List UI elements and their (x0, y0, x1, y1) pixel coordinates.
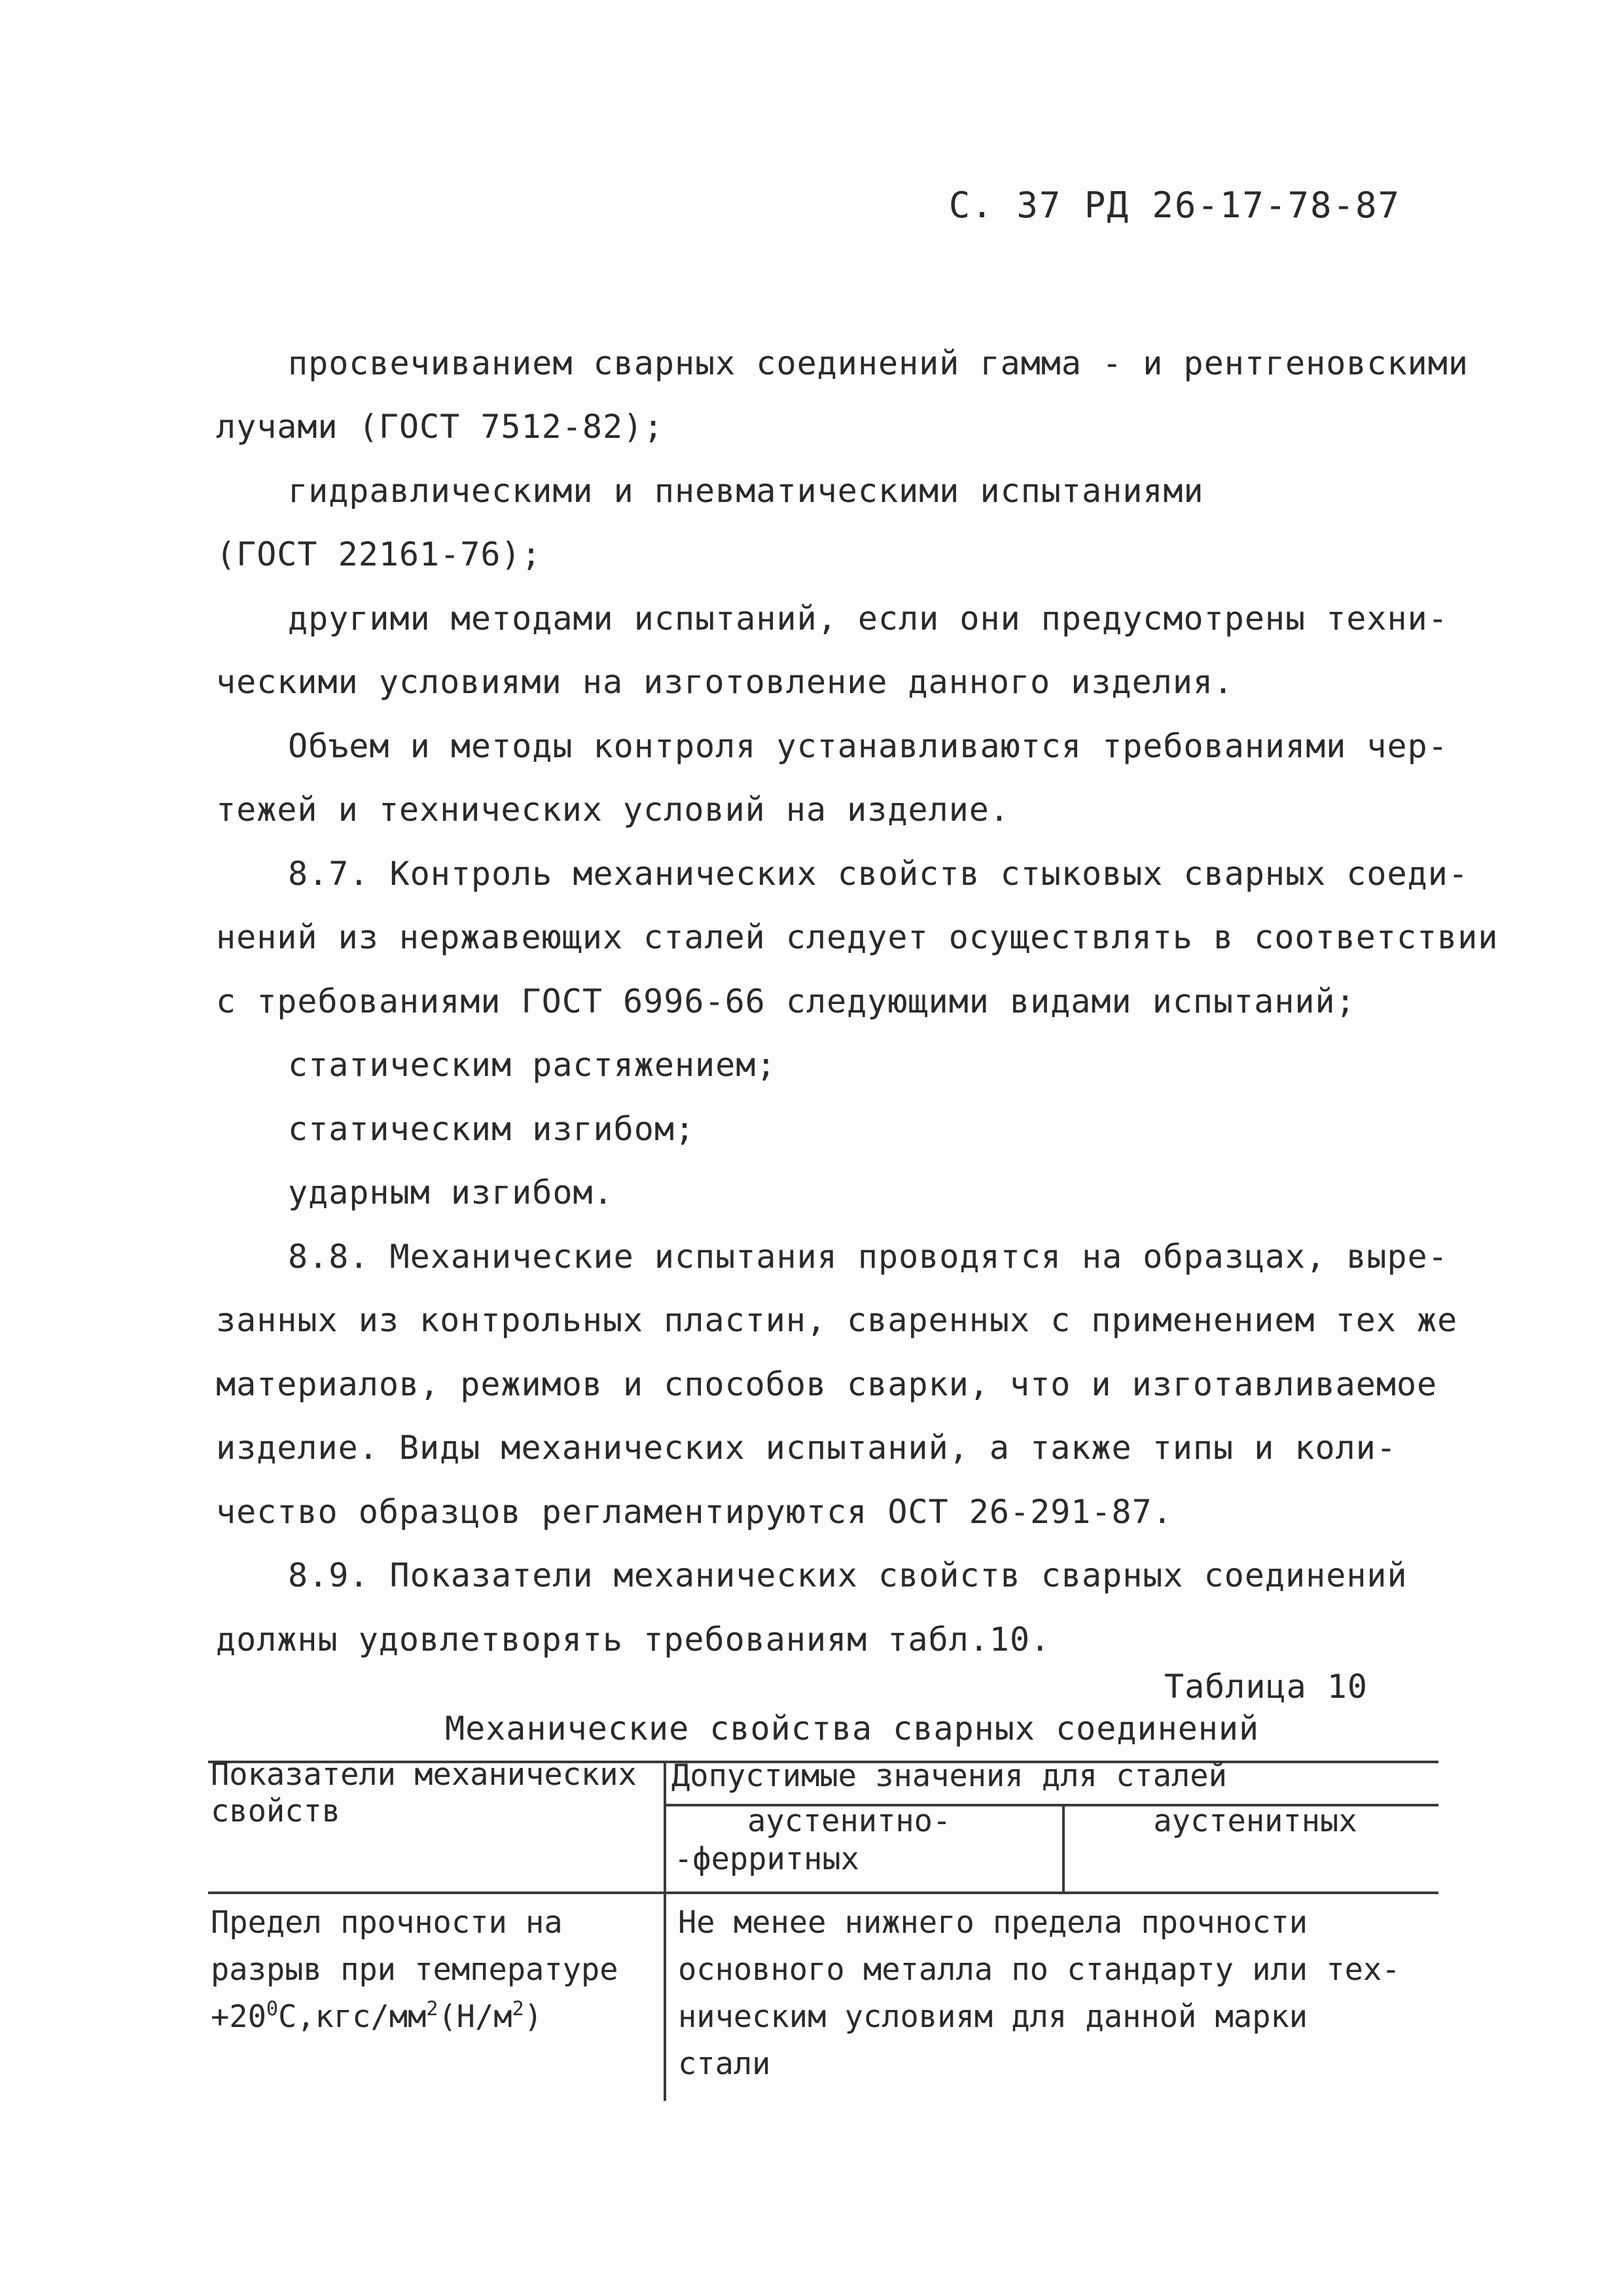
text-line: просвечиванием сварных соединений гамма - и рентгеновскими (288, 344, 1469, 382)
text-line: чество образцов регламентируются ОСТ 26-291-87. (216, 1493, 1173, 1531)
table-rule-head (208, 1892, 1438, 1894)
text-line: занных из контрольных пластин, сваренных с применением тех же (216, 1301, 1458, 1339)
row-property: Предел прочности на разрыв при температуре $+20^0С,кгс/мм^2(Н/м^2)$ (211, 1905, 618, 2035)
text-line: должны удовлетворять требованиям табл.10. (216, 1621, 1051, 1659)
text-line: тежей и технических условий на изделие. (216, 791, 1010, 829)
text-line: 8.8. Механические испытания проводятся на образцах, выре- (288, 1238, 1448, 1276)
text-line: лучами (ГОСТ 7512-82); (216, 408, 664, 446)
head-group: Допустимые значения для сталей (671, 1758, 1227, 1794)
table-title: Механические свойства сварных соединений (445, 1710, 1260, 1748)
head-col1: Показатели механических свойств (211, 1757, 637, 1829)
text-line: нений из нержавеющих сталей следует осуществлять в соответствии (216, 918, 1499, 956)
text-line: материалов, режимов и способов сварки, что и изготавливаемое (216, 1365, 1438, 1403)
text-line: изделие. Виды механических испытаний, а также типы и коли- (216, 1429, 1397, 1467)
text-line: (ГОСТ 22161-76); (216, 535, 542, 573)
page-header: С. 37 РД 26-17-78-87 (948, 185, 1400, 226)
text-line: ударным изгибом. (288, 1174, 614, 1211)
text-line: с требованиями ГОСТ 6996-66 следующими видами испытаний; (216, 982, 1356, 1020)
row-value: Не менее нижнего предела прочности основного металла по стандарту или тех- ническим условиям для данной марки стали (678, 1905, 1400, 2082)
text-line: ческими условиями на изготовление данного изделия. (216, 663, 1234, 701)
table-divider-sub (1062, 1804, 1065, 1892)
text-line: Объем и методы контроля устанавливаются требованиями чер- (288, 727, 1448, 765)
text-line: гидравлическими и пневматическими испытаниями (288, 472, 1204, 510)
head-sub1: аустенитно- -ферритных (674, 1803, 952, 1877)
table-divider-main (664, 1761, 666, 2101)
table-label: Таблица 10 (1164, 1668, 1368, 1706)
text-line: статическим изгибом; (288, 1110, 696, 1148)
text-line: статическим растяжением; (288, 1046, 777, 1084)
head-sub2: аустенитных (1153, 1803, 1357, 1839)
mechanical-properties-table (208, 1757, 1438, 2101)
text-line: другими методами испытаний, если они предусмотрены техни- (288, 600, 1448, 637)
text-line: 8.7. Контроль механических свойств стыковых сварных соеди- (288, 855, 1469, 893)
text-line: 8.9. Показатели механических свойств сварных соединений (288, 1556, 1408, 1594)
